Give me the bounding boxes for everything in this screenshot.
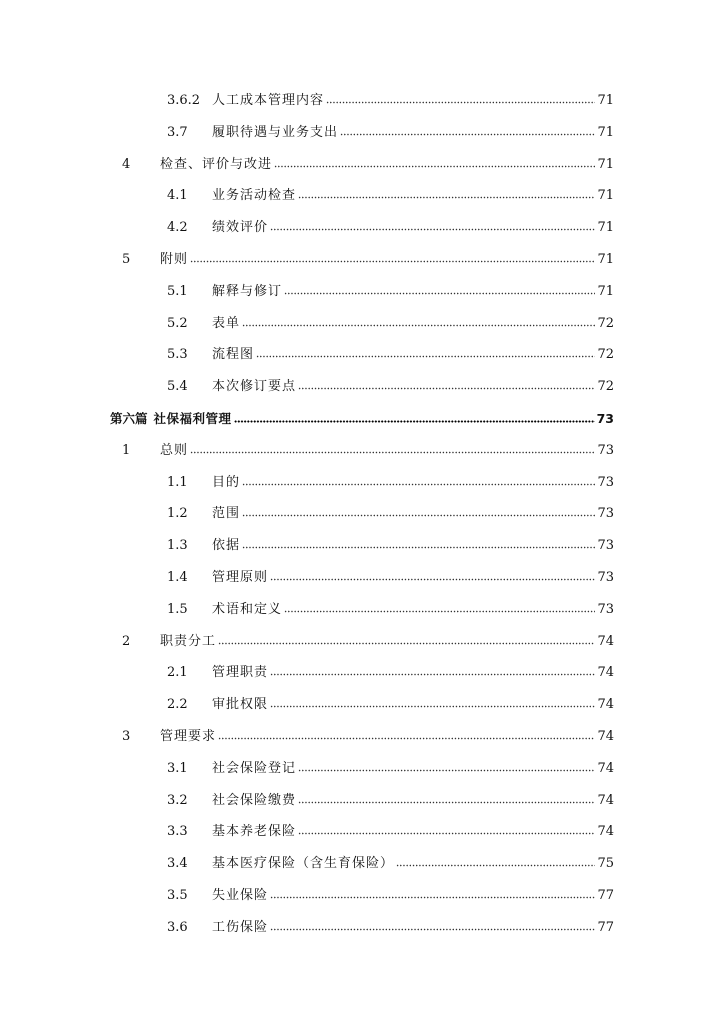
toc-entry-title: 附则 xyxy=(160,252,189,267)
toc-entry-title: 流程图 xyxy=(212,347,255,363)
toc-entry-number: 4.2 xyxy=(167,220,188,236)
toc-entry-number: 1.2 xyxy=(167,506,188,522)
toc-dot-leader xyxy=(298,801,595,804)
toc-entry-title: 绩效评价 xyxy=(212,220,269,236)
toc-entry-number: 5.2 xyxy=(167,315,188,331)
toc-dot-leader xyxy=(270,673,595,676)
toc-entry[interactable] xyxy=(167,538,614,554)
toc-entry-title: 本次修订要点 xyxy=(212,379,297,395)
toc-entry-number: 5.4 xyxy=(167,379,188,395)
toc-entry[interactable] xyxy=(167,125,614,141)
toc-entry-title: 职责分工 xyxy=(160,633,217,649)
toc-entry-number: 3.7 xyxy=(167,124,188,140)
toc-entry-title: 管理要求 xyxy=(160,729,217,744)
toc-entry[interactable] xyxy=(167,697,614,713)
toc-entry-title: 人工成本管理内容 xyxy=(212,93,325,108)
toc-entry[interactable] xyxy=(167,347,614,363)
toc-dot-leader xyxy=(242,546,595,549)
toc-entry-page: 71 xyxy=(597,283,614,299)
toc-dot-leader xyxy=(284,292,595,295)
toc-entry-page: 73 xyxy=(597,506,614,522)
toc-dot-leader xyxy=(190,260,595,263)
toc-entry-number: 3 xyxy=(122,729,131,744)
toc-entry[interactable] xyxy=(167,316,614,332)
toc-entry[interactable] xyxy=(167,570,614,586)
toc-entry-page: 75 xyxy=(597,856,614,872)
toc-entry[interactable] xyxy=(167,506,614,522)
toc-entry-title: 解释与修订 xyxy=(212,283,283,299)
toc-entry[interactable] xyxy=(110,411,614,427)
toc-entry-title: 管理职责 xyxy=(212,665,269,681)
toc-entry-number: 2 xyxy=(122,633,131,649)
toc-dot-leader xyxy=(234,420,595,423)
toc-dot-leader xyxy=(242,483,595,486)
toc-dot-leader xyxy=(298,387,595,390)
toc-dot-leader xyxy=(270,578,595,581)
toc-entry-number: 2.2 xyxy=(167,697,188,713)
toc-entry-page: 72 xyxy=(597,379,614,395)
toc-entry[interactable] xyxy=(167,220,614,236)
toc-entry-number: 5.3 xyxy=(167,347,188,363)
toc-entry-title: 表单 xyxy=(212,315,241,331)
toc-dot-leader xyxy=(242,324,595,327)
toc-entry-number: 1.4 xyxy=(167,570,188,585)
toc-entry-number: 3.2 xyxy=(167,792,188,808)
toc-dot-leader xyxy=(340,133,595,136)
toc-dot-leader xyxy=(218,737,595,740)
toc-entry-number: 3.5 xyxy=(167,888,188,903)
toc-dot-leader xyxy=(396,864,595,867)
toc-entry-number: 1.3 xyxy=(167,538,188,554)
toc-dot-leader xyxy=(242,514,595,517)
toc-entry-page: 72 xyxy=(597,315,614,331)
toc-entry-title: 社会保险登记 xyxy=(212,760,297,776)
toc-entry-number: 5 xyxy=(122,252,131,267)
toc-dot-leader xyxy=(270,896,595,899)
toc-entry-page: 71 xyxy=(597,252,614,267)
toc-entry[interactable] xyxy=(167,602,614,618)
toc-entry[interactable] xyxy=(167,379,614,395)
toc-entry[interactable] xyxy=(167,793,614,809)
toc-entry[interactable] xyxy=(167,856,614,872)
toc-entry-title: 检查、评价与改进 xyxy=(160,156,273,172)
toc-entry[interactable] xyxy=(122,252,614,268)
toc-entry[interactable] xyxy=(122,157,614,173)
toc-entry-page: 74 xyxy=(597,760,614,776)
toc-entry-page: 71 xyxy=(597,124,614,140)
toc-entry-page: 73 xyxy=(596,411,614,426)
toc-entry-page: 72 xyxy=(597,347,614,363)
toc-entry[interactable] xyxy=(167,284,614,300)
toc-entry-title: 术语和定义 xyxy=(212,601,283,617)
toc-dot-leader xyxy=(326,101,595,104)
toc-entry-page: 74 xyxy=(597,697,614,713)
toc-dot-leader xyxy=(298,769,595,772)
toc-dot-leader xyxy=(270,705,595,708)
toc-entry-page: 74 xyxy=(597,792,614,808)
toc-entry-title: 履职待遇与业务支出 xyxy=(212,124,339,140)
toc-dot-leader xyxy=(218,642,595,645)
toc-dot-leader xyxy=(298,832,595,835)
toc-entry[interactable] xyxy=(167,888,614,904)
toc-entry-number: 3.4 xyxy=(167,856,188,872)
toc-entry-number: 1.1 xyxy=(167,474,188,490)
toc-dot-leader xyxy=(270,228,595,231)
toc-entry[interactable] xyxy=(167,665,614,681)
toc-entry-number: 3.1 xyxy=(167,760,188,776)
toc-entry-title: 业务活动检查 xyxy=(212,188,297,204)
toc-entry-page: 74 xyxy=(597,665,614,681)
toc-entry-page: 73 xyxy=(597,601,614,617)
toc-entry-page: 77 xyxy=(597,919,614,935)
toc-entry[interactable] xyxy=(167,475,614,491)
toc-entry-number: 1.5 xyxy=(167,601,188,617)
toc-entry-title: 审批权限 xyxy=(212,697,269,713)
toc-entry-number: 1 xyxy=(122,442,131,458)
toc-entry-number: 3.6.2 xyxy=(167,93,201,108)
toc-entry-page: 73 xyxy=(597,570,614,585)
toc-entry-page: 73 xyxy=(597,442,614,458)
toc-entry[interactable] xyxy=(122,634,614,650)
toc-entry-number: 4 xyxy=(122,156,131,172)
toc-entry-title: 总则 xyxy=(160,442,189,458)
toc-entry[interactable] xyxy=(167,761,614,777)
toc-entry-number: 2.1 xyxy=(167,665,188,681)
toc-entry-page: 74 xyxy=(597,633,614,649)
toc-entry-title: 社会保险缴费 xyxy=(212,792,297,808)
toc-dot-leader xyxy=(256,355,595,358)
toc-dot-leader xyxy=(270,928,595,931)
toc-dot-leader xyxy=(190,451,595,454)
toc-dot-leader xyxy=(274,165,595,168)
toc-entry-page: 73 xyxy=(597,538,614,554)
toc-entry-page: 71 xyxy=(597,188,614,204)
toc-entry-page: 73 xyxy=(597,474,614,490)
toc-entry[interactable] xyxy=(167,920,614,936)
toc-entry-title: 基本医疗保险（含生育保险） xyxy=(212,856,395,872)
toc-entry-number: 3.6 xyxy=(167,919,188,935)
toc-entry-title: 依据 xyxy=(212,538,241,554)
toc-entry[interactable] xyxy=(122,443,614,459)
toc-entry-title: 范围 xyxy=(212,506,241,522)
toc-entry-page: 71 xyxy=(597,93,614,108)
toc-entry-number: 4.1 xyxy=(167,188,188,204)
toc-entry-title: 工伤保险 xyxy=(212,919,269,935)
toc-entry[interactable] xyxy=(122,729,614,745)
toc-entry-page: 74 xyxy=(597,824,614,840)
toc-entry-number: 5.1 xyxy=(167,283,188,299)
toc-entry-page: 74 xyxy=(597,729,614,744)
toc-entry-title: 社保福利管理 xyxy=(153,411,232,426)
toc-entry-page: 71 xyxy=(597,220,614,236)
toc-dot-leader xyxy=(284,610,595,613)
toc-entry-number: 3.3 xyxy=(167,824,188,840)
toc-dot-leader xyxy=(298,196,595,199)
toc-entry-title: 目的 xyxy=(212,474,241,490)
toc-entry-title: 基本养老保险 xyxy=(212,824,297,840)
toc-entry-title: 管理原则 xyxy=(212,570,269,585)
toc-entry[interactable] xyxy=(167,188,614,204)
toc-entry-title: 失业保险 xyxy=(212,888,269,903)
toc-entry[interactable] xyxy=(167,93,614,109)
toc-entry-number: 第六篇 xyxy=(110,411,148,426)
toc-entry[interactable] xyxy=(167,824,614,840)
toc-entry-page: 77 xyxy=(597,888,614,903)
toc-entry-page: 71 xyxy=(597,156,614,172)
